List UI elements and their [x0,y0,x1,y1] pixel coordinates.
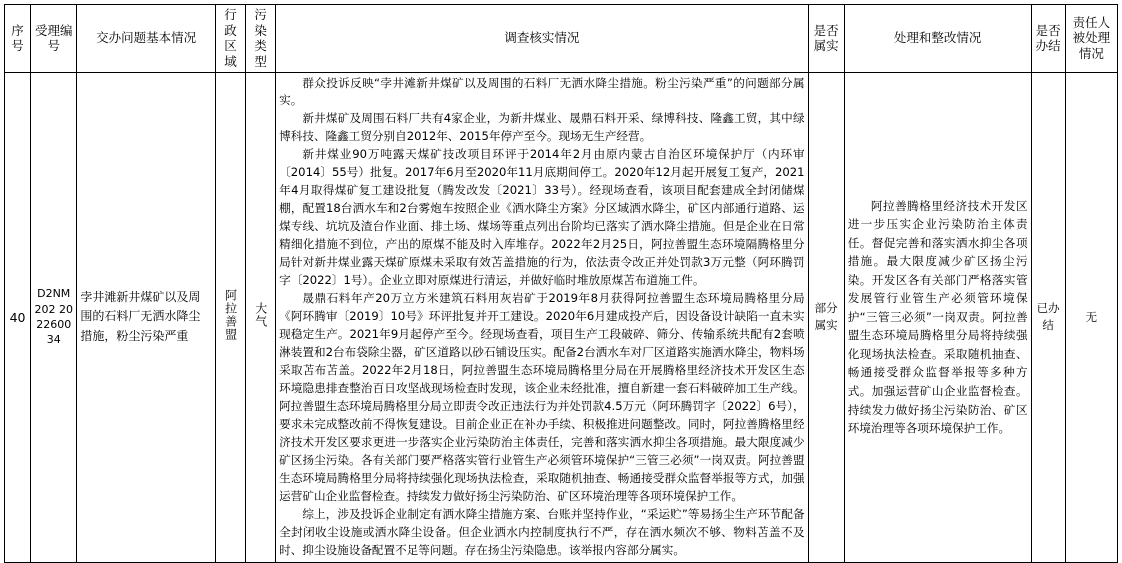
header-handle: 处理和整改情况 [844,5,1031,73]
header-type: 污染类型 [246,5,276,73]
region-vertical-text: 阿拉善盟 [223,289,238,342]
header-code: 受理编号 [31,5,77,73]
header-region: 行政区域 [215,5,245,73]
cell-handle [844,72,1031,562]
type-vertical-text: 大气 [253,302,268,329]
cell-responsible: 无 [1065,72,1117,562]
header-basic: 交办问题基本情况 [77,5,216,73]
handle-paragraph: 阿拉善腾格里经济技术开发区进一步压实企业污染防治主体责任。督促完善和落实洒水抑尘各项措施。最大限度减少矿区扬尘污染。开发区各有关部门严格落实管发展管行业管生产必须管环境保护“三管三必须”一岗双责。阿拉善盟生态环境局腾格里分局将持续强化现场执法检查。采取随机抽查、畅通接受群众监督举报等多种方式。加强运营矿山企业监督检查。持续发力做好扬尘污染防治、矿区环境治理等各项环境保护工作。 [847,198,1028,436]
cell-seq: 40 [5,72,31,562]
table-header [5,5,1118,73]
cell-is-true: 部分属实 [808,72,844,562]
header-seq: 序号 [5,5,31,73]
survey-paragraph-1: 群众投诉反映“孛井滩新井煤矿以及周围的石料厂无洒水降尘措施。粉尘污染严重”的问题部分属实。 [279,75,805,108]
survey-paragraph-3: 新井煤业90万吨露天煤矿技改项目环评于2014年2月由原内蒙古自治区环境保护厅（内环审〔2014〕55号）批复。2017年6月至2020年11月底期间停工。2020年12月起开展复工复产，2021年4月取得煤矿复工建设批复（腾发改发〔2021〕33号）。经现场查看，该项目配套建成全封闭储煤棚，配置18台洒水车和2台雾炮车按照企业《洒水降尘方案》分区域洒水降尘，矿区内部通行道路、运煤专线、坑坑及渣台作业面、排土场、煤场等重点列出台阶均已落实了洒水降尘措施。但是企业在日常精细化措施不到位，产出的原煤不能及时入库堆存。2022年2月25日，阿拉善盟生态环境隔腾格里分局针对新井煤业露天煤矿原煤未采取有效苫盖措施的行为，依法责令改正并处罚款3万元整（阿环腾罚字〔2022〕1号）。企业立即对原煤进行清运，并做好临时堆放原煤苫布道施工件。 [279,147,805,288]
cell-code: D2NM202 2022600 34 [31,72,77,562]
header-is-true: 是否属实 [808,5,844,73]
cell-basic: 孛井滩新井煤矿以及周围的石料厂无洒水降尘措施，粉尘污染严重 [77,72,216,562]
cell-type [246,72,276,562]
cell-region [215,72,245,562]
table-row [5,72,1118,562]
inspection-report-table [4,4,1118,563]
cell-survey [276,72,808,562]
survey-paragraph-2: 新井煤矿及周围石料厂共有4家企业，为新井煤业、晟鼎石料开采、绿博科技、隆鑫工贸，其中绿博科技、隆鑫工贸分别自2012年、2015年停产至今。现场无生产经营。 [279,111,805,144]
header-survey: 调查核实情况 [276,5,808,73]
survey-paragraph-5: 综上，涉及投诉企业制定有洒水降尘措施方案、台账并坚持作业，“采运贮”等易扬尘生产环节配备全封闭收尘设施或洒水降尘设备。但企业洒水内控制度执行不严，存在洒水频次不够、物料苫盖不及时、抑尘设施设备配置不足等问题。存在扬尘污染隐患。该举报内容部分属实。 [279,506,805,557]
header-responsible: 责任人被处理情况 [1065,5,1117,73]
header-row [5,5,1118,73]
header-closed: 是否办结 [1031,5,1065,73]
survey-paragraph-4: 晟鼎石料年产20万立方米建筑石料用灰岩矿于2019年8月获得阿拉善盟生态环境局腾格里分局《阿环腾审〔2019〕10号》环评批复并开工建设。2020年6月建成投产后，因设备设计缺陷一直未实现稳定生产。2021年9月起停产至今。经现场查看，项目生产工段破碎、筛分、传输系统共配有2套喷淋装置和2台布袋除尘器，矿区道路以砂石铺设压实。配备2台洒水车对厂区道路实施洒水降尘，物料场采取苫布苫盖。2022年2月18日，阿拉善盟生态环境局腾格里分局在开展腾格里经济技术开发区生态环境隐患排查整治百日攻坚战现场检查时发现，该企业未经批准，擅自新建一套石料破碎加工生产线。阿拉善盟生态环境局腾格里分局立即责令改正违法行为并处罚款4.5万元（阿环腾罚字〔2022〕6号），要求未完成整改前不得恢复建设。目前企业正在补办手续、积极推进问题整改。同时，阿拉善腾格里经济技术开发区要求更进一步落实企业污染防治主体责任，完善和落实洒水抑尘各项措施。最大限度减少矿区扬尘污染。各有关部门要严格落实管行业管生产必须管环境保护“三管三必须”一岗双责。阿拉善盟生态环境局腾格里分局将持续强化现场执法检查，采取随机抽查、畅通接受群众监督举报等方式，加强运营矿山企业监督检查。持续发力做好扬尘污染防治、矿区环境治理等各项环境保护工作。 [279,291,805,503]
cell-closed: 已办结 [1031,72,1065,562]
table-body [5,72,1118,562]
